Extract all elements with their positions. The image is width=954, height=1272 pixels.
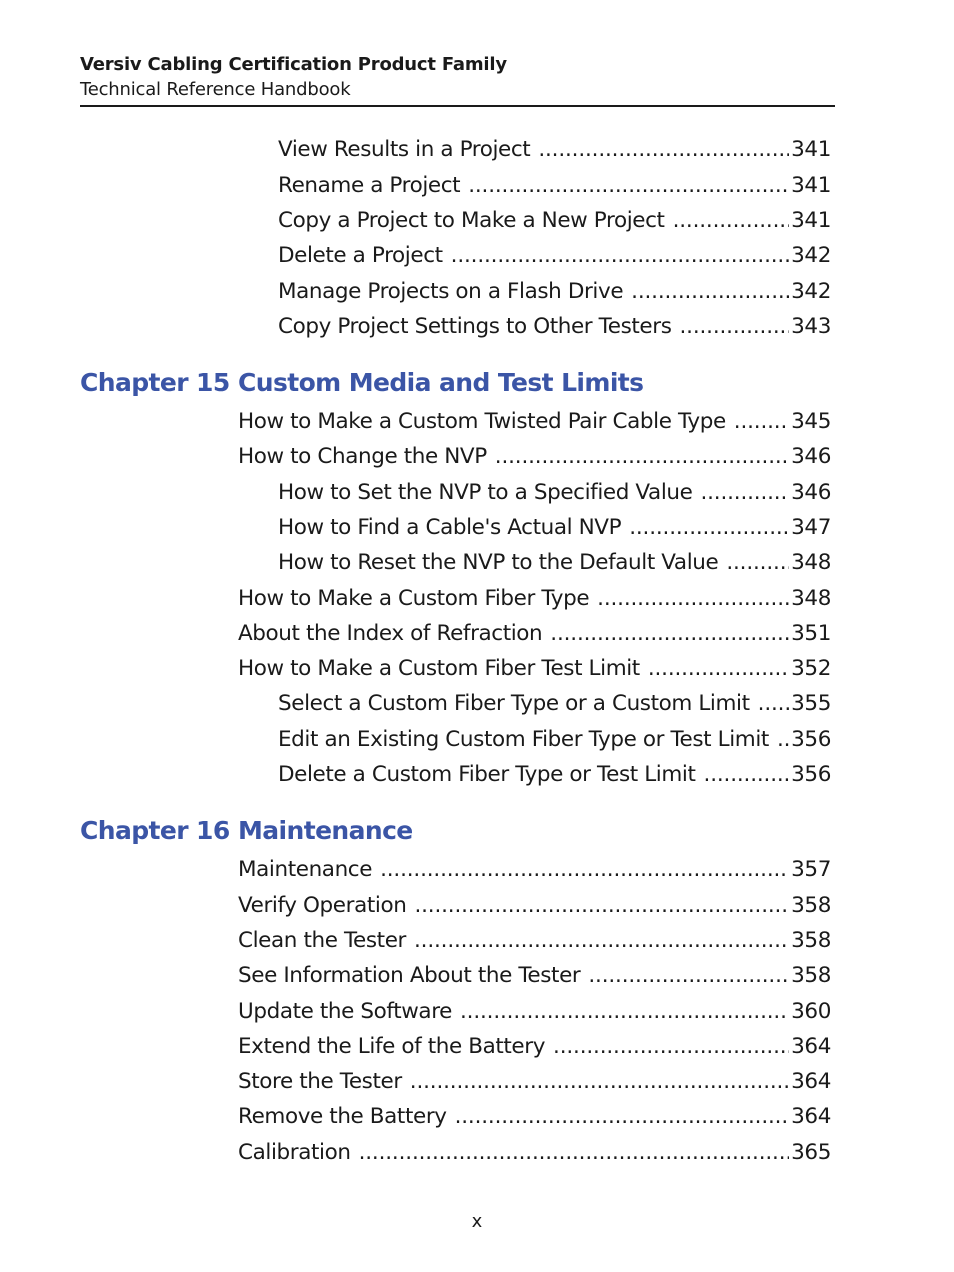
toc-entry-title: Manage Projects on a Flash Drive xyxy=(278,279,624,304)
toc-entry[interactable] xyxy=(278,311,831,343)
toc-entry[interactable] xyxy=(278,240,831,272)
toc-entry-page: 352 xyxy=(791,656,831,681)
toc-entry[interactable] xyxy=(238,618,831,650)
toc-entry-title: How to Make a Custom Twisted Pair Cable Type xyxy=(238,409,726,434)
dot-leader xyxy=(359,1137,790,1169)
dot-leader xyxy=(468,170,789,202)
toc-entry-title: How to Change the NVP xyxy=(238,444,487,469)
dot-leader xyxy=(597,583,789,615)
toc-entry[interactable] xyxy=(238,925,831,957)
toc-entry[interactable] xyxy=(278,477,831,509)
toc-entry-title: Select a Custom Fiber Type or a Custom Limit xyxy=(278,691,750,716)
toc-entry-page: 356 xyxy=(791,762,831,787)
dot-leader xyxy=(553,1031,789,1063)
toc-entry[interactable] xyxy=(238,406,831,438)
toc-entry[interactable] xyxy=(238,653,831,685)
dot-leader xyxy=(700,477,789,509)
toc-entry-page: 358 xyxy=(791,893,831,918)
toc-entry[interactable] xyxy=(278,759,831,791)
toc-entry-page: 358 xyxy=(791,928,831,953)
dot-leader xyxy=(673,205,790,237)
toc-entry-title: How to Find a Cable's Actual NVP xyxy=(278,515,622,540)
toc-entry-page: 348 xyxy=(791,586,831,611)
chapter-title: Maintenance xyxy=(238,816,413,845)
toc-entry-page: 345 xyxy=(791,409,831,434)
dot-leader xyxy=(680,311,790,343)
toc-entry-page: 355 xyxy=(791,691,831,716)
toc-entry[interactable] xyxy=(238,583,831,615)
toc-entry-title: Verify Operation xyxy=(238,893,407,918)
toc-entry-page: 341 xyxy=(791,137,831,162)
page-number: x xyxy=(471,1211,483,1232)
toc-entry-title: Delete a Project xyxy=(278,243,443,268)
toc-entry[interactable] xyxy=(238,960,831,992)
toc-entry-title: How to Reset the NVP to the Default Value xyxy=(278,550,719,575)
dot-leader xyxy=(538,134,789,166)
toc-entry-page: 346 xyxy=(791,480,831,505)
dot-leader xyxy=(726,547,789,579)
header-product-name: Versiv Cabling Certification Product Family xyxy=(80,54,507,75)
dot-leader xyxy=(451,240,790,272)
header-rule xyxy=(80,105,835,107)
toc-entry[interactable] xyxy=(278,205,831,237)
toc-entry[interactable] xyxy=(278,724,831,756)
toc-entry-page: 348 xyxy=(791,550,831,575)
toc-entry-title: Rename a Project xyxy=(278,173,461,198)
dot-leader xyxy=(455,1101,790,1133)
toc-entry-page: 346 xyxy=(791,444,831,469)
dot-leader xyxy=(380,854,789,886)
running-header xyxy=(80,52,834,102)
toc-entry-title: Remove the Battery xyxy=(238,1104,447,1129)
toc-entry-page: 341 xyxy=(791,208,831,233)
dot-leader xyxy=(410,1066,789,1098)
header-document-title: Technical Reference Handbook xyxy=(80,79,351,100)
toc-entry[interactable] xyxy=(238,1066,831,1098)
toc-entry-title: Clean the Tester xyxy=(238,928,406,953)
dot-leader xyxy=(495,441,789,473)
toc-entry-page: 341 xyxy=(791,173,831,198)
toc-entry-title: Extend the Life of the Battery xyxy=(238,1034,546,1059)
toc-entry-page: 364 xyxy=(791,1069,831,1094)
toc-entry-title: Copy Project Settings to Other Testers xyxy=(278,314,672,339)
toc-entry-page: 356 xyxy=(791,727,831,752)
dot-leader xyxy=(629,512,789,544)
chapter-heading[interactable] xyxy=(80,365,644,401)
toc-entry-title: Store the Tester xyxy=(238,1069,402,1094)
chapter-number: Chapter 15 xyxy=(80,368,230,397)
dot-leader xyxy=(414,925,789,957)
toc-entry[interactable] xyxy=(278,512,831,544)
toc-entry-page: 342 xyxy=(791,243,831,268)
chapter-heading[interactable] xyxy=(80,813,413,849)
toc-entry[interactable] xyxy=(238,890,831,922)
chapter-number: Chapter 16 xyxy=(80,816,230,845)
toc-entry-page: 365 xyxy=(791,1140,831,1165)
toc-entry-page: 360 xyxy=(791,999,831,1024)
toc-entry-page: 351 xyxy=(791,621,831,646)
toc-entry[interactable] xyxy=(238,1137,831,1169)
toc-entry-title: About the Index of Refraction xyxy=(238,621,543,646)
toc-entry-page: 342 xyxy=(791,279,831,304)
dot-leader xyxy=(631,276,789,308)
toc-entry-title: How to Make a Custom Fiber Test Limit xyxy=(238,656,640,681)
toc-entry-title: See Information About the Tester xyxy=(238,963,581,988)
toc-entry-title: Calibration xyxy=(238,1140,351,1165)
dot-leader xyxy=(550,618,789,650)
toc-entry[interactable] xyxy=(238,996,831,1028)
toc-entry-title: Maintenance xyxy=(238,857,373,882)
toc-entry-page: 357 xyxy=(791,857,831,882)
dot-leader xyxy=(704,759,790,791)
toc-entry[interactable] xyxy=(238,441,831,473)
dot-leader xyxy=(777,724,789,756)
chapter-title: Custom Media and Test Limits xyxy=(238,368,644,397)
dot-leader xyxy=(588,960,789,992)
toc-entry[interactable] xyxy=(278,547,831,579)
dot-leader xyxy=(758,688,790,720)
dot-leader xyxy=(414,890,789,922)
toc-entry-page: 364 xyxy=(791,1104,831,1129)
toc-entry-page: 347 xyxy=(791,515,831,540)
toc-entry[interactable] xyxy=(238,854,831,886)
dot-leader xyxy=(648,653,789,685)
toc-entry[interactable] xyxy=(238,1101,831,1133)
toc-entry-page: 343 xyxy=(791,314,831,339)
toc-entry[interactable] xyxy=(278,276,831,308)
toc-entry-title: Delete a Custom Fiber Type or Test Limit xyxy=(278,762,696,787)
toc-entry-page: 358 xyxy=(791,963,831,988)
toc-entry-title: How to Make a Custom Fiber Type xyxy=(238,586,590,611)
toc-entry[interactable] xyxy=(278,170,831,202)
toc-entry[interactable] xyxy=(238,1031,831,1063)
toc-entry[interactable] xyxy=(278,688,831,720)
toc-entry-page: 364 xyxy=(791,1034,831,1059)
toc-entry-title: View Results in a Project xyxy=(278,137,531,162)
toc-entry-title: Edit an Existing Custom Fiber Type or Test Limit xyxy=(278,727,769,752)
toc-entry-title: How to Set the NVP to a Specified Value xyxy=(278,480,693,505)
toc-entry-title: Copy a Project to Make a New Project xyxy=(278,208,665,233)
toc-entry[interactable] xyxy=(278,134,831,166)
toc-entry-title: Update the Software xyxy=(238,999,452,1024)
dot-leader xyxy=(734,406,789,438)
dot-leader xyxy=(460,996,789,1028)
